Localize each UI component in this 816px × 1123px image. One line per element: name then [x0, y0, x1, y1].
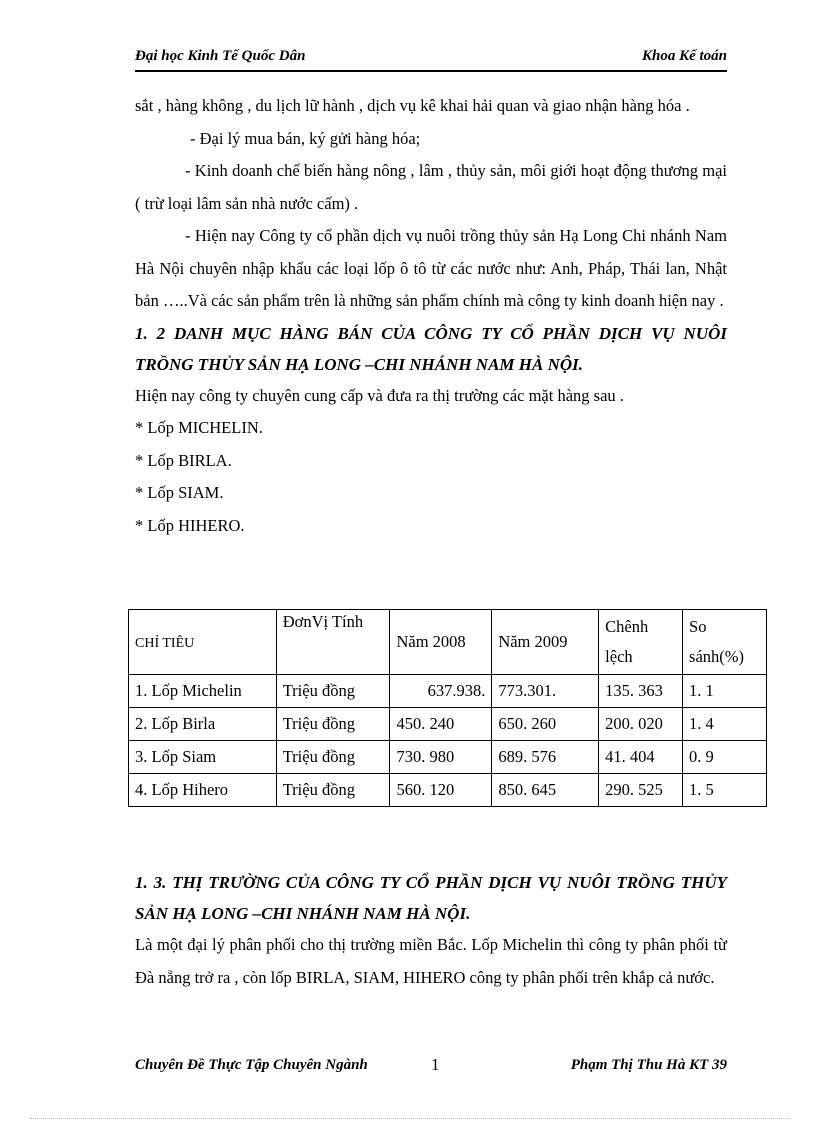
- page-footer: [135, 1055, 727, 1079]
- table-cell: Triệu đồng: [276, 708, 390, 741]
- header-cell: CHỈ TIÊU: [129, 610, 277, 675]
- paragraph: sắt , hàng không , du lịch lữ hành , dịch vụ kê khai hải quan và giao nhận hàng hóa .: [135, 96, 690, 115]
- footer-title: Chuyên Đề Thực Tập Chuyên Ngành: [135, 1057, 368, 1073]
- table-row: [129, 774, 767, 807]
- page-divider: [30, 1118, 790, 1119]
- header-cell: Năm 2009: [492, 610, 599, 675]
- paragraph: - Hiện nay Công ty cổ phần dịch vụ nuôi trồng thủy sản Hạ Long Chi nhánh Nam Hà Nội chuyên nhập khẩu các loại lốp ô tô từ các nước như: Anh, Pháp, Thái lan, Nhật bản …..Và các sản phẩm trên là những sản phẩm chính mà công ty kinh doanh hiện nay .: [135, 226, 727, 310]
- table-cell: Triệu đồng: [276, 741, 390, 774]
- table-cell: 1. Lốp Michelin: [129, 675, 277, 708]
- header-cell: Năm 2008: [390, 610, 492, 675]
- section-intro: Hiện nay công ty chuyên cung cấp và đưa ra thị trường các mặt hàng sau .: [135, 385, 624, 405]
- header-cell: ĐơnVị Tính: [276, 610, 390, 675]
- table-cell: 290. 525: [599, 774, 683, 807]
- page-number: 1: [431, 1055, 440, 1074]
- list-item: * Lốp SIAM.: [135, 483, 224, 502]
- table-cell: 2. Lốp Birla: [129, 708, 277, 741]
- paragraph: - Kinh doanh chế biến hàng nông , lâm , thủy sản, môi giới hoạt động thương mại ( trừ loại lâm sản nhà nước cấm) .: [135, 161, 727, 213]
- paragraph: - Đại lý mua bán, ký gửi hàng hóa;: [190, 128, 421, 148]
- table-cell: 200. 020: [599, 708, 683, 741]
- footer-author: Phạm Thị Thu Hà KT 39: [570, 1057, 727, 1073]
- table-cell: 3. Lốp Siam: [129, 741, 277, 774]
- header-cell: Chênh lệch: [599, 610, 683, 675]
- header-university: Đại học Kinh Tế Quốc Dân: [135, 48, 306, 64]
- table-cell: 1. 5: [683, 774, 767, 807]
- table-cell: 773.301.: [492, 675, 599, 708]
- section-heading: 1. 3. THỊ TRƯỜNG CỦA CÔNG TY CỔ PHẦN DỊCH VỤ NUÔI TRỒNG THỦY SẢN HẠ LONG –CHI NHÁNH NAM HÀ NỘI.: [135, 873, 727, 923]
- table-cell: 135. 363: [599, 675, 683, 708]
- table-cell: 1. 4: [683, 708, 767, 741]
- table-cell: Triệu đồng: [276, 675, 390, 708]
- list-item: * Lốp BIRLA.: [135, 450, 232, 470]
- list-item: * Lốp MICHELIN.: [135, 418, 263, 437]
- table-cell: 1. 1: [683, 675, 767, 708]
- table-cell: 730. 980: [390, 741, 492, 774]
- table-cell: 650. 260: [492, 708, 599, 741]
- section-market: [135, 867, 727, 994]
- table-row: [129, 741, 767, 774]
- table-cell: 4. Lốp Hihero: [129, 774, 277, 807]
- section-heading: 1. 2 DANH MỤC HÀNG BÁN CỦA CÔNG TY CỔ PHẦN DỊCH VỤ NUÔI TRỒNG THỦY SẢN HẠ LONG –CHI NHÁNH NAM HÀ NỘI.: [135, 323, 727, 374]
- table-cell: 0. 9: [683, 741, 767, 774]
- table-cell: 41. 404: [599, 741, 683, 774]
- table-cell: 637.938.: [390, 675, 492, 708]
- table-header-row: [129, 610, 767, 675]
- table-cell: 850. 645: [492, 774, 599, 807]
- page-content: [135, 90, 727, 542]
- header-faculty: Khoa Kế toán: [641, 48, 727, 64]
- table-cell: 689. 576: [492, 741, 599, 774]
- table-cell: 450. 240: [390, 708, 492, 741]
- page-header: [135, 46, 727, 72]
- table-row: [129, 675, 767, 708]
- table-cell: 560. 120: [390, 774, 492, 807]
- table-cell: Triệu đồng: [276, 774, 390, 807]
- product-table: [128, 609, 767, 807]
- table-row: [129, 708, 767, 741]
- header-cell: So sánh(%): [683, 610, 767, 675]
- section-body: Là một đại lý phân phối cho thị trường miền Bắc. Lốp Michelin thì công ty phân phối từ Đà nẵng trở ra , còn lốp BIRLA, SIAM, HIHERO công ty phân phối trên khắp cả nước.: [135, 935, 727, 987]
- list-item: * Lốp HIHERO.: [135, 515, 245, 535]
